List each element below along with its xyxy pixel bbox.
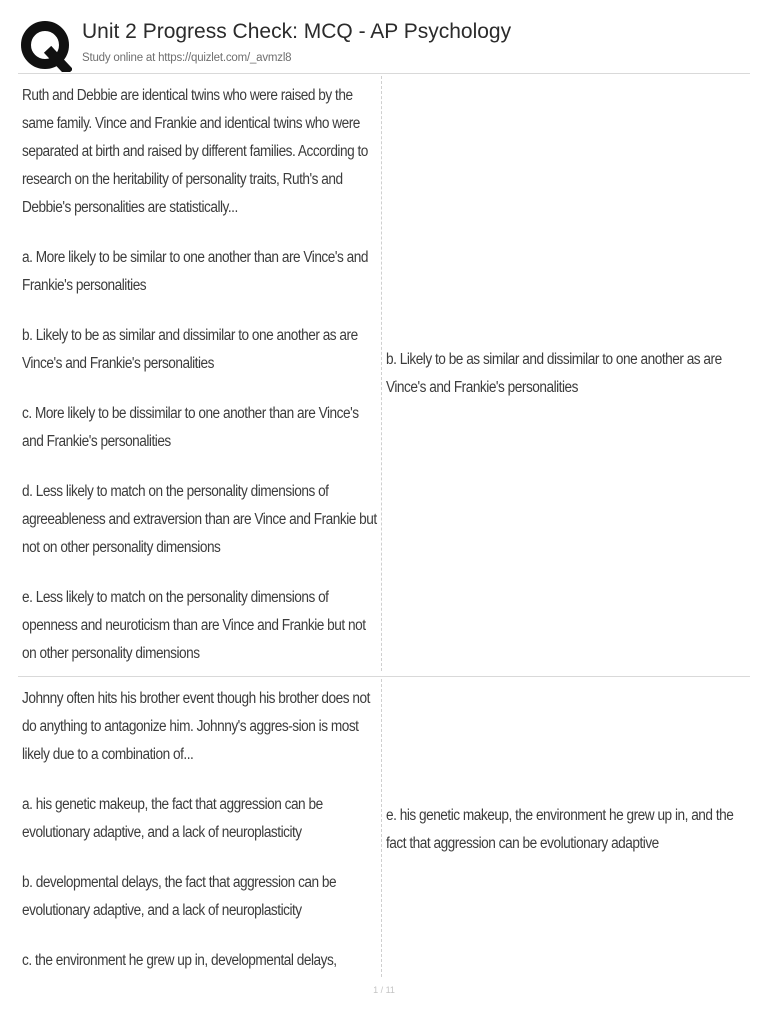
document-title: Unit 2 Progress Check: MCQ - AP Psychology (82, 20, 512, 43)
question-text: Johnny often hits his brother event though his brother does not do anything to antagonize him. Johnny's aggres-sion is most likely due to a combination of... (22, 690, 370, 763)
page-header (16, 18, 752, 74)
study-online-link[interactable]: Study online at https://quizlet.com/_avmzl8 (82, 52, 292, 64)
option-a: a. his genetic makeup, the fact that aggression can be evolutionary adaptive, and a lack of neuroplasticity (22, 796, 323, 841)
card-divider (18, 676, 750, 677)
card-term (22, 685, 378, 975)
option-c: c. More likely to be dissimilar to one another than are Vince's and Frankie's personalities (22, 405, 359, 450)
option-a: a. More likely to be similar to one another than are Vince's and Frankie's personalities (22, 249, 368, 294)
column-divider (381, 76, 382, 671)
column-divider (381, 679, 382, 977)
option-b: b. Likely to be as similar and dissimilar to one another as are Vince's and Frankie's personalities (22, 327, 358, 372)
option-d: d. Less likely to match on the personality dimensions of agreeableness and extraversion than are Vince and Frankie but not on other personality dimensions (22, 483, 377, 556)
card-definition: e. his genetic makeup, the environment he grew up in, and the fact that aggression can be evolutionary adaptive (386, 807, 734, 852)
quizlet-q-logo-icon (20, 20, 72, 72)
card-definition: b. Likely to be as similar and dissimilar to one another as are Vince's and Frankie's personalities (386, 351, 722, 396)
option-b: b. developmental delays, the fact that aggression can be evolutionary adaptive, and a lack of neuroplasticity (22, 874, 337, 919)
card-term (22, 82, 378, 668)
option-e: e. Less likely to match on the personality dimensions of openness and neuroticism than are Vince and Frankie but not on other personality dimensions (22, 589, 366, 662)
header-divider (18, 73, 750, 74)
page-indicator: 1 / 11 (373, 985, 395, 995)
flashcard (18, 76, 750, 671)
option-c: c. the environment he grew up in, developmental delays, (22, 952, 337, 969)
flashcard (18, 679, 750, 977)
question-text: Ruth and Debbie are identical twins who were raised by the same family. Vince and Frankie and identical twins who were separated at birth and raised by different families. According to research on the heritability of personality traits, Ruth's and Debbie's personalities are statistically... (22, 87, 368, 216)
